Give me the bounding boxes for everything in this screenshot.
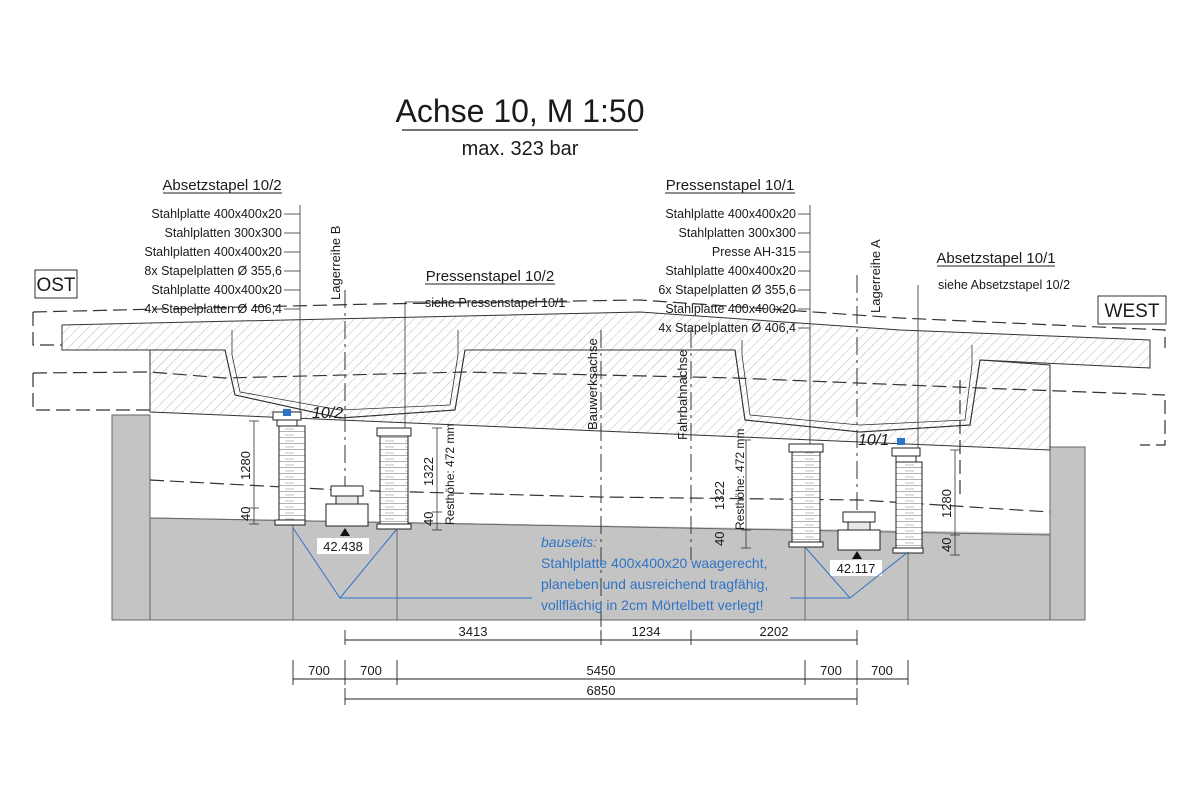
height-1280-left: 1280 <box>238 451 253 480</box>
stack-absetz-10-2 <box>273 412 305 525</box>
axis-label-lagerreihe-b: Lagerreihe B <box>328 225 343 300</box>
axis-label-fahrbahnachse: Fahrbahnachse <box>675 349 690 440</box>
height-40-left: 40 <box>238 506 253 521</box>
bearing-label-left: 10/2 <box>312 405 344 422</box>
direction-ost: OST <box>36 275 76 296</box>
height-1322-left: 1322 <box>421 457 436 486</box>
dim-700-c: 700 <box>820 663 842 678</box>
direction-west: WEST <box>1104 301 1160 322</box>
title-pressenstapel-10-2: Pressenstapel 10/2 <box>425 268 555 285</box>
drawing-title: Achse 10, M 1:50 <box>395 93 645 129</box>
note-line-3: vollflächig in 2cm Mörtelbett verlegt! <box>541 597 764 613</box>
elevation-right: 42.117 <box>836 561 876 576</box>
dim-6850: 6850 <box>586 683 616 698</box>
layer-right-1: Stahlplatte 400x400x20 <box>665 207 796 221</box>
layer-left-4: 8x Stapelplatten Ø 355,6 <box>144 264 282 278</box>
note-line-1: Stahlplatte 400x400x20 waagerecht, <box>541 555 768 571</box>
layer-left-3: Stahlplatten 400x400x20 <box>144 245 282 259</box>
note-line-2: planeben und ausreichend tragfähig, <box>541 576 769 592</box>
layer-right-2: Stahlplatten 300x300 <box>678 226 796 240</box>
dim-700-b: 700 <box>360 663 382 678</box>
stack-pressen-10-1 <box>789 444 823 547</box>
layer-right-3: Presse AH-315 <box>711 245 796 259</box>
dim-2202: 2202 <box>759 624 789 639</box>
dim-700-d: 700 <box>871 663 893 678</box>
rest-height-right: Resthöhe: 472 mm <box>733 428 747 530</box>
bridge-superstructure <box>62 312 1150 450</box>
layer-right-5: 6x Stapelplatten Ø 355,6 <box>658 283 796 297</box>
layer-right-6: Stahlplatte 400x400x20 <box>665 302 796 316</box>
height-40-left-b: 40 <box>421 511 436 526</box>
height-1280-right: 1280 <box>939 489 954 518</box>
layer-left-2: Stahlplatten 300x300 <box>164 226 282 240</box>
drawing-subtitle: max. 323 bar <box>461 138 579 160</box>
jack-left <box>326 486 368 526</box>
jack-right <box>838 512 880 550</box>
bearing-label-right: 10/1 <box>858 432 890 449</box>
title-pressenstapel-10-1: Pressenstapel 10/1 <box>665 177 795 194</box>
height-40-right: 40 <box>712 531 727 546</box>
height-40-right-b: 40 <box>939 537 954 552</box>
note-absetz-10-1: siehe Absetzstapel 10/2 <box>938 278 1071 292</box>
note-heading: bauseits: <box>541 534 598 550</box>
elevation-left: 42.438 <box>323 539 363 554</box>
layer-left-1: Stahlplatte 400x400x20 <box>151 207 282 221</box>
dim-5450: 5450 <box>586 663 616 678</box>
stack-absetz-10-1 <box>892 448 923 553</box>
height-1322-right: 1322 <box>712 481 727 510</box>
note-pressen-10-2: siehe Pressenstapel 10/1 <box>425 296 566 310</box>
layer-left-5: Stahlplatte 400x400x20 <box>151 283 282 297</box>
dim-1234: 1234 <box>631 624 661 639</box>
bearing-marker-right <box>897 438 905 445</box>
rest-height-left: Resthöhe: 472 mm <box>443 423 457 525</box>
title-absetzstapel-10-2: Absetzstapel 10/2 <box>162 177 282 194</box>
layer-left-6: 4x Stapelplatten Ø 406,4 <box>144 302 282 316</box>
dim-3413: 3413 <box>458 624 488 639</box>
stack-pressen-10-2 <box>377 428 411 529</box>
bearing-marker-left <box>283 409 291 416</box>
layer-right-7: 4x Stapelplatten Ø 406,4 <box>658 321 796 335</box>
title-absetzstapel-10-1: Absetzstapel 10/1 <box>936 250 1056 267</box>
axis-label-lagerreihe-a: Lagerreihe A <box>868 239 883 313</box>
axis-label-bauwerksachse: Bauwerksachse <box>585 338 600 430</box>
dim-700-a: 700 <box>308 663 330 678</box>
layer-right-4: Stahlplatte 400x400x20 <box>665 264 796 278</box>
